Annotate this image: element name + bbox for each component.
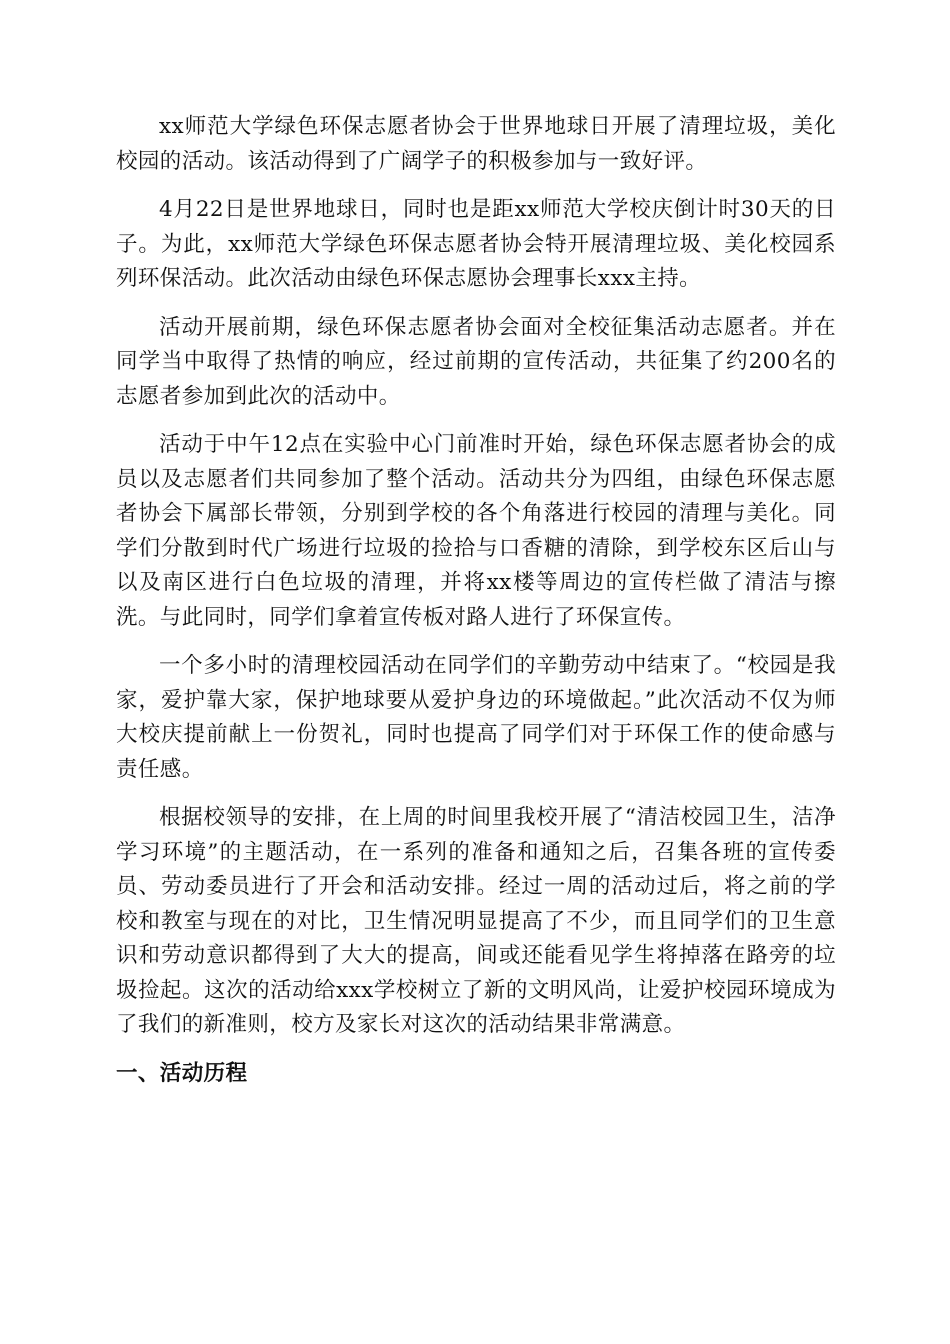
paragraph-4: 活动于中午12点在实验中心门前准时开始，绿色环保志愿者协会的成员以及志愿者们共同参加了整个活动。活动共分为四组，由绿色环保志愿者协会下属部长带领，分别到学校的各个角落进行校园的清理与美化。同学们分散到时代广场进行垃圾的捡拾与口香糖的清除，到学校东区后山与以及南区进行白色垃圾的清理，并将xx楼等周边的宣传栏做了清洁与擦洗。与此同时，同学们拿着宣传板对路人进行了环保宣传。 xyxy=(116,432,836,630)
paragraph-2: 4月22日是世界地球日，同时也是距xx师范大学校庆倒计时30天的日子。为此，xx师范大学绿色环保志愿者协会特开展清理垃圾、美化校园系列环保活动。此次活动由绿色环保志愿协会理事长xxx主持。 xyxy=(116,197,836,291)
document-body xyxy=(116,110,836,1091)
paragraph-3: 活动开展前期，绿色环保志愿者协会面对全校征集活动志愿者。并在同学当中取得了热情的响应，经过前期的宣传活动，共征集了约200名的志愿者参加到此次的活动中。 xyxy=(116,314,836,409)
paragraph-6: 根据校领导的安排，在上周的时间里我校开展了“清洁校园卫生，洁净学习环境”的主题活动，在一系列的准备和通知之后，召集各班的宣传委员、劳动委员进行了开会和活动安排。经过一周的活动过后，将之前的学校和教室与现在的对比，卫生情况明显提高了不少，而且同学们的卫生意识和劳动意识都得到了大大的提高，间或还能看见学生将掉落在路旁的垃圾捡起。这次的活动给xxx学校树立了新的文明风尚，让爱护校园环境成为了我们的新准则，校方及家长对这次的活动结果非常满意。 xyxy=(116,805,836,1037)
section-heading: 一、活动历程 xyxy=(116,1060,248,1086)
paragraph-5: 一个多小时的清理校园活动在同学们的辛勤劳动中结束了。“校园是我家，爱护靠大家，保护地球要从爱护身边的环境做起。”此次活动不仅为师大校庆提前献上一份贺礼，同时也提高了同学们对于环保工作的使命感与责任感。 xyxy=(116,653,836,782)
paragraph-1: xx师范大学绿色环保志愿者协会于世界地球日开展了清理垃圾，美化校园的活动。该活动得到了广阔学子的积极参加与一致好评。 xyxy=(116,114,836,174)
